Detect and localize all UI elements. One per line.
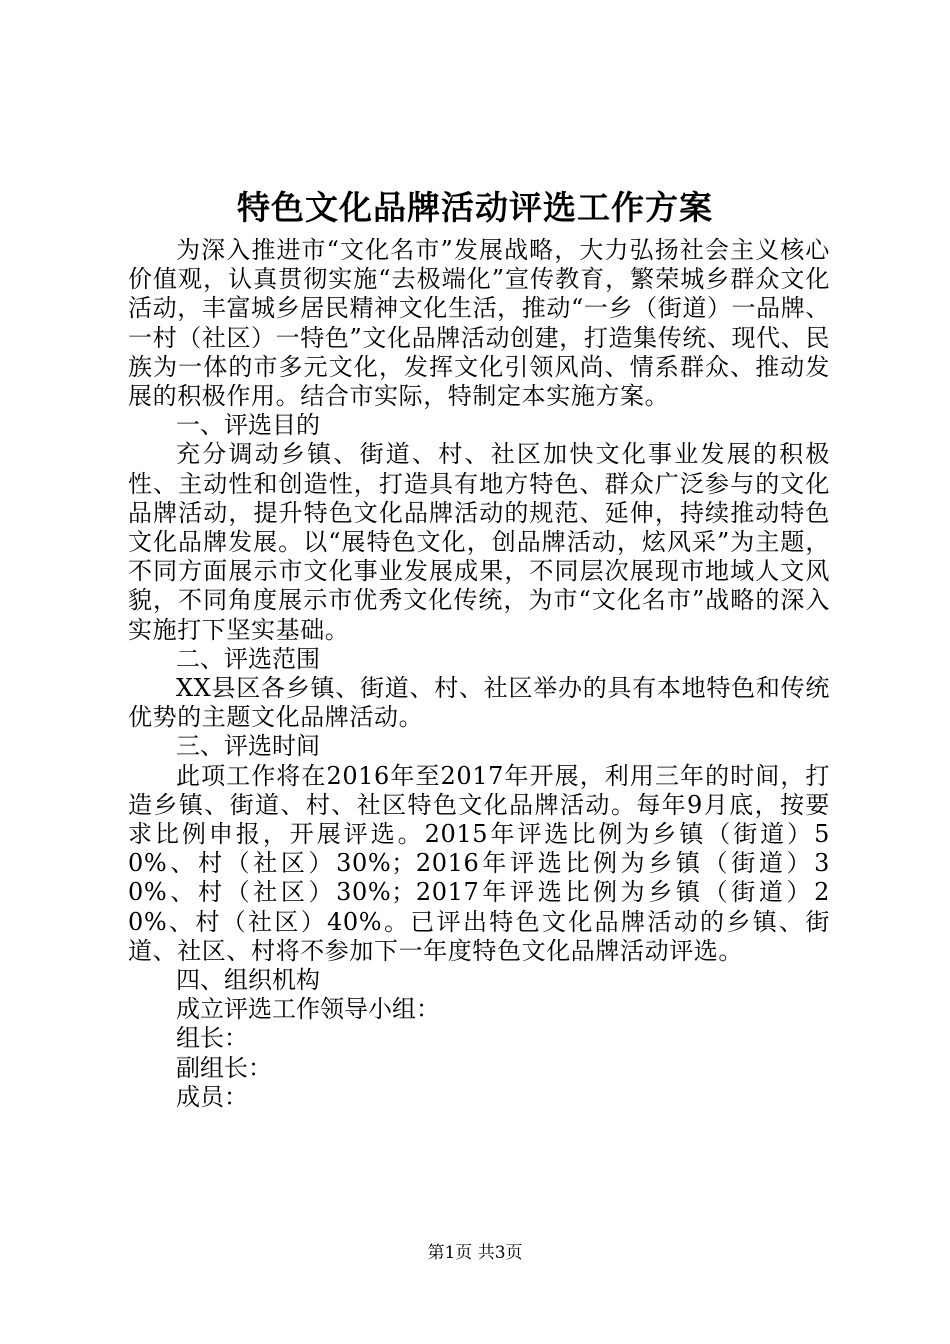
intro-paragraph: 为深入推进市“文化名市”发展战略，大力弘扬社会主义核心价值观，认真贯彻实施“去极端化”宣传教育，繁荣城乡群众文化活动，丰富城乡居民精神文化生活，推动“一乡（街道）一品牌、一村（社区）一特色”文化品牌活动创建，打造集传统、现代、民族为一体的市多元文化，发挥文化引领风尚、情系群众、推动发展的积极作用。结合市实际，特制定本实施方案。 [128,236,830,411]
section-text-purpose: 充分调动乡镇、街道、村、社区加快文化事业发展的积极性、主动性和创造性，打造具有地方特色、群众广泛参与的文化品牌活动，提升特色文化品牌活动的规范、延伸，持续推动特色文化品牌发展。以“展特色文化，创品牌活动，炫风采”为主题，不同方面展示市文化事业发展成果，不同层次展现市地域人文风貌，不同角度展示市优秀文化传统，为市“文化名市”战略的深入实施打下坚实基础。 [128,440,830,644]
section-text-scope: XX县区各乡镇、街道、村、社区举办的具有本地特色和传统优势的主题文化品牌活动。 [128,674,830,732]
section-heading-purpose: 一、评选目的 [176,411,320,440]
org-line-members: 成员： [176,1082,248,1111]
section-heading-scope: 二、评选范围 [176,644,320,673]
org-line-leader: 组长： [176,1024,248,1053]
section-text-time: 此项工作将在2016年至2017年开展，利用三年的时间，打造乡镇、街道、村、社区特色文化品牌活动。每年9月底，按要求比例申报，开展评选。2015年评选比例为乡镇（街道）50%、村（社区）30%；2016年评选比例为乡镇（街道）30%、村（社区）30%；2017年评选比例为乡镇（街道）20%、村（社区）40%。已评出特色文化品牌活动的乡镇、街道、社区、村将不参加下一年度特色文化品牌活动评选。 [128,761,830,965]
page-number-footer: 第1页 共3页 [427,1243,523,1263]
section-heading-time: 三、评选时间 [176,732,320,761]
org-line-deputy-leader: 副组长： [176,1053,272,1082]
document-body [128,236,830,1112]
document-title: 特色文化品牌活动评选工作方案 [237,188,713,227]
section-heading-organization: 四、组织机构 [176,966,320,995]
org-line-leading-group: 成立评选工作领导小组： [176,995,440,1024]
